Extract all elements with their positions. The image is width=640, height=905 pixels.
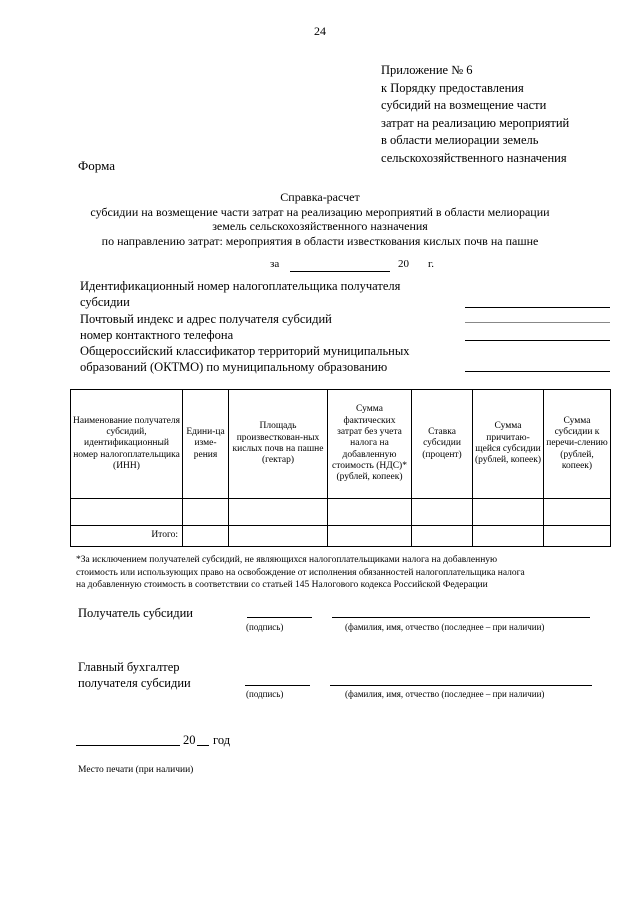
appendix-line: в области мелиорации земель <box>381 133 539 147</box>
oktmo-label-cont: образований (ОКТМО) по муниципальному образованию <box>80 360 388 375</box>
appendix-line: затрат на реализацию мероприятий <box>381 115 570 130</box>
date-prefix: за <box>270 258 280 270</box>
table-row <box>71 499 611 526</box>
appendix-line: к Порядку предоставления <box>381 80 524 95</box>
signing-year-prefix: 20 <box>183 733 196 747</box>
table-cell[interactable] <box>412 499 473 526</box>
page-number: 24 <box>314 24 326 38</box>
title-line: субсидии на возмещение части затрат на реализацию мероприятий в области мелиорации <box>90 204 550 219</box>
signature-caption: (подпись) <box>246 689 284 699</box>
table-cell[interactable] <box>71 499 183 526</box>
oktmo-label: Общероссийский классификатор территорий муниципальных <box>80 344 410 359</box>
table-cell[interactable] <box>229 526 328 547</box>
accountant-signature-line[interactable] <box>245 685 310 686</box>
document-title <box>0 190 640 248</box>
date-suffix: г. <box>428 258 435 270</box>
recipient-fields <box>80 278 409 376</box>
subsidy-table <box>70 389 611 547</box>
inn-label-cont: субсидии <box>80 295 130 310</box>
col-header-due: Сумма причитаю-щейся субсидии (рублей, копеек) <box>473 390 544 499</box>
col-header-rate: Ставка субсидии (процент) <box>412 390 473 499</box>
title-line: земель сельскохозяйственного назначения <box>212 219 428 233</box>
footnote-line: *За исключением получателей субсидий, не являющихся налогоплательщиками налога на добавленную <box>76 555 498 565</box>
signing-year-suffix: год <box>213 733 231 747</box>
table-cell[interactable] <box>544 526 611 547</box>
recipient-signature-line[interactable] <box>247 617 312 618</box>
col-header-recipient: Наименование получателя субсидий, идентификационный номер налогоплательщика (ИНН) <box>71 390 183 499</box>
date-period-field[interactable] <box>290 258 390 272</box>
appendix-line: сельскохозяйственного назначения <box>381 150 567 165</box>
form-label: Форма <box>78 158 115 173</box>
date-year-prefix: 20 <box>398 258 409 270</box>
inn-input-line[interactable] <box>465 307 610 308</box>
table-cell[interactable] <box>544 499 611 526</box>
phone-label: номер контактного телефона <box>80 327 234 342</box>
signing-year-field[interactable] <box>197 745 209 746</box>
footnote <box>76 554 525 592</box>
table-total-row <box>71 526 611 547</box>
col-header-unit: Едини-ца изме-рения <box>183 390 229 499</box>
accountant-label-cont: получателя субсидии <box>78 676 191 690</box>
table-cell[interactable] <box>473 526 544 547</box>
title-line: Справка-расчет <box>280 190 360 204</box>
table-cell[interactable] <box>229 499 328 526</box>
appendix-block <box>381 62 569 167</box>
name-caption: (фамилия, имя, отчество (последнее – при наличии) <box>345 689 545 699</box>
table-cell[interactable] <box>412 526 473 547</box>
table-cell[interactable] <box>473 499 544 526</box>
appendix-line: Приложение № 6 <box>381 63 473 77</box>
total-label: Итого: <box>71 526 183 547</box>
address-input-line[interactable] <box>465 322 610 323</box>
col-header-costs: Сумма фактических затрат без учета налога на добавленную стоимость (НДС)* (рублей, копеек) <box>328 390 412 499</box>
stamp-note: Место печати (при наличии) <box>78 765 194 775</box>
oktmo-input-line[interactable] <box>465 371 610 372</box>
title-line: по направлению затрат: мероприятия в области известкования кислых почв на пашне <box>101 233 539 248</box>
table-cell[interactable] <box>328 499 412 526</box>
signing-date-line[interactable] <box>76 745 180 746</box>
table-header-row <box>71 390 611 499</box>
name-caption: (фамилия, имя, отчество (последнее – при наличии) <box>345 622 545 632</box>
col-header-transfer: Сумма субсидии к перечи-слению (рублей, копеек) <box>544 390 611 499</box>
table-cell[interactable] <box>183 526 229 547</box>
footnote-line: на добавленную стоимость в соответствии со статьей 145 Налогового кодекса Российской Федерации <box>76 580 488 590</box>
signature-caption: (подпись) <box>246 622 284 632</box>
phone-input-line[interactable] <box>465 340 610 341</box>
table-cell[interactable] <box>183 499 229 526</box>
col-header-area: Площадь произвесткован-ных кислых почв на пашне (гектар) <box>229 390 328 499</box>
accountant-label: Главный бухгалтер <box>78 660 180 674</box>
date-year-field[interactable] <box>413 258 425 271</box>
table-cell[interactable] <box>328 526 412 547</box>
footnote-line: стоимость или использующих право на освобождение от исполнения обязанностей налогоплательщика налога <box>76 567 525 578</box>
recipient-name-line[interactable] <box>332 617 590 618</box>
address-label: Почтовый индекс и адрес получателя субсидий <box>80 311 332 326</box>
accountant-name-line[interactable] <box>330 685 592 686</box>
appendix-line: субсидий на возмещение части <box>381 98 547 112</box>
recipient-label: Получатель субсидии <box>78 606 193 620</box>
inn-label: Идентификационный номер налогоплательщика получателя <box>80 279 401 293</box>
